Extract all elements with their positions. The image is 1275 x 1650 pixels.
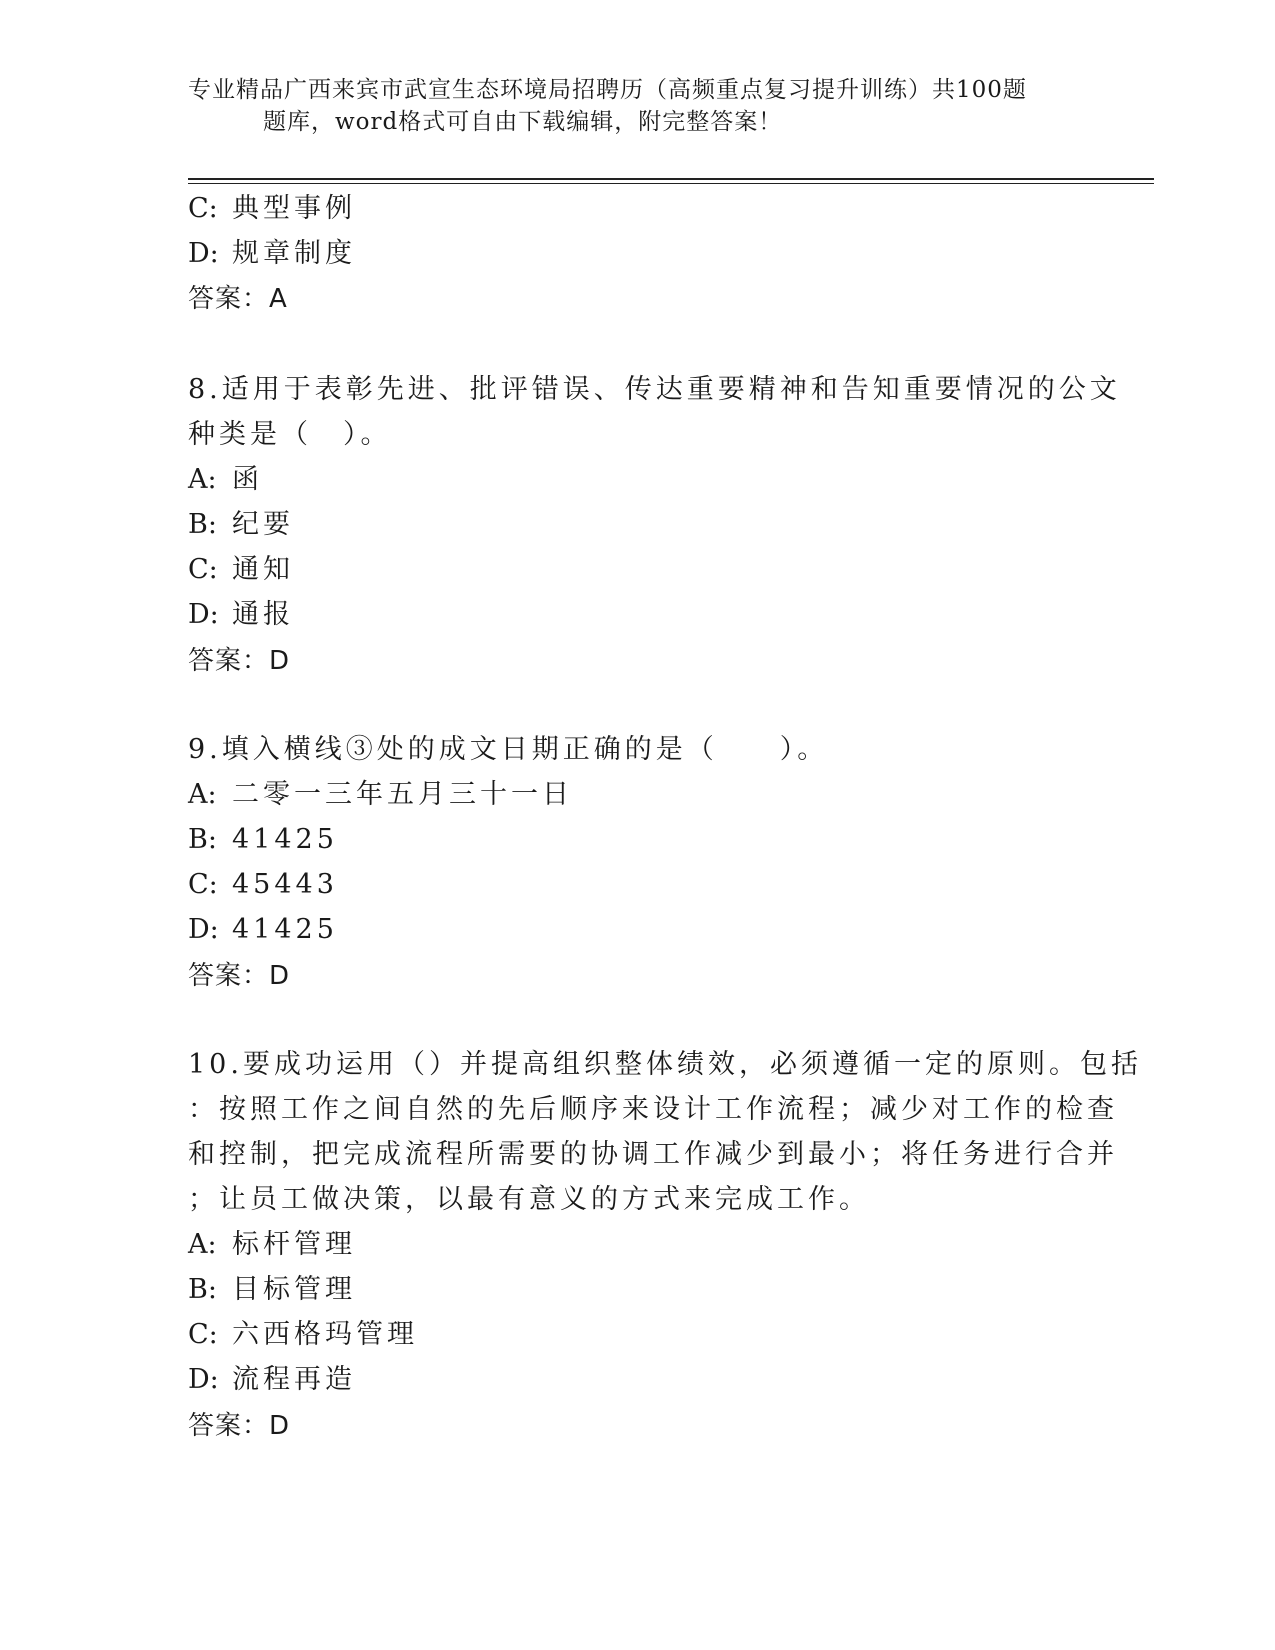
option-a: A: 二零一三年五月三十一日 [188,779,573,810]
answer: 答案：D [188,646,291,676]
option-c: C: 通知 [188,554,294,585]
header-divider-thick [188,178,1154,180]
answer: 答案：A [188,284,288,314]
document-header [188,74,1068,138]
option-d: D: 通报 [188,599,294,630]
option-d: D: 41425 [188,914,338,945]
question-8-line-2: 种类是（ ）。 [188,419,392,450]
option-c: C: 六西格玛管理 [188,1319,418,1350]
header-title-line2: 题库，word格式可自由下载编辑，附完整答案！ [263,109,783,135]
answer: 答案：D [188,1411,291,1441]
header-title-line1: 专业精品广西来宾市武宣生态环境局招聘历（高频重点复习提升训练）共100题 [188,77,1027,103]
option-b: B: 目标管理 [188,1274,356,1305]
question-8-line-1: 8.适用于表彰先进、批评错误、传达重要精神和告知重要情况的公文 [188,374,1121,405]
option-d: D: 规章制度 [188,238,356,269]
option-a: A: 标杆管理 [188,1229,356,1260]
option-b: B: 纪要 [188,509,294,540]
answer: 答案：D [188,961,291,991]
option-b: B: 41425 [188,824,338,855]
question-10-line-3: 和控制，把完成流程所需要的协调工作减少到最小；将任务进行合并 [188,1139,1118,1170]
option-c: C: 典型事例 [188,193,356,224]
question-10-line-2: ：按照工作之间自然的先后顺序来设计工作流程；减少对工作的检查 [188,1094,1118,1125]
question-9-line-1: 9.填入横线③处的成文日期正确的是（ ）。 [188,734,829,765]
option-d: D: 流程再造 [188,1364,356,1395]
header-divider-thin [188,183,1154,184]
question-10-line-1: 10.要成功运用（）并提高组织整体绩效，必须遵循一定的原则。包括 [188,1049,1142,1080]
question-10-line-4: ；让员工做决策，以最有意义的方式来完成工作。 [188,1184,870,1215]
option-a: A: 函 [188,464,263,495]
option-c: C: 45443 [188,869,338,900]
